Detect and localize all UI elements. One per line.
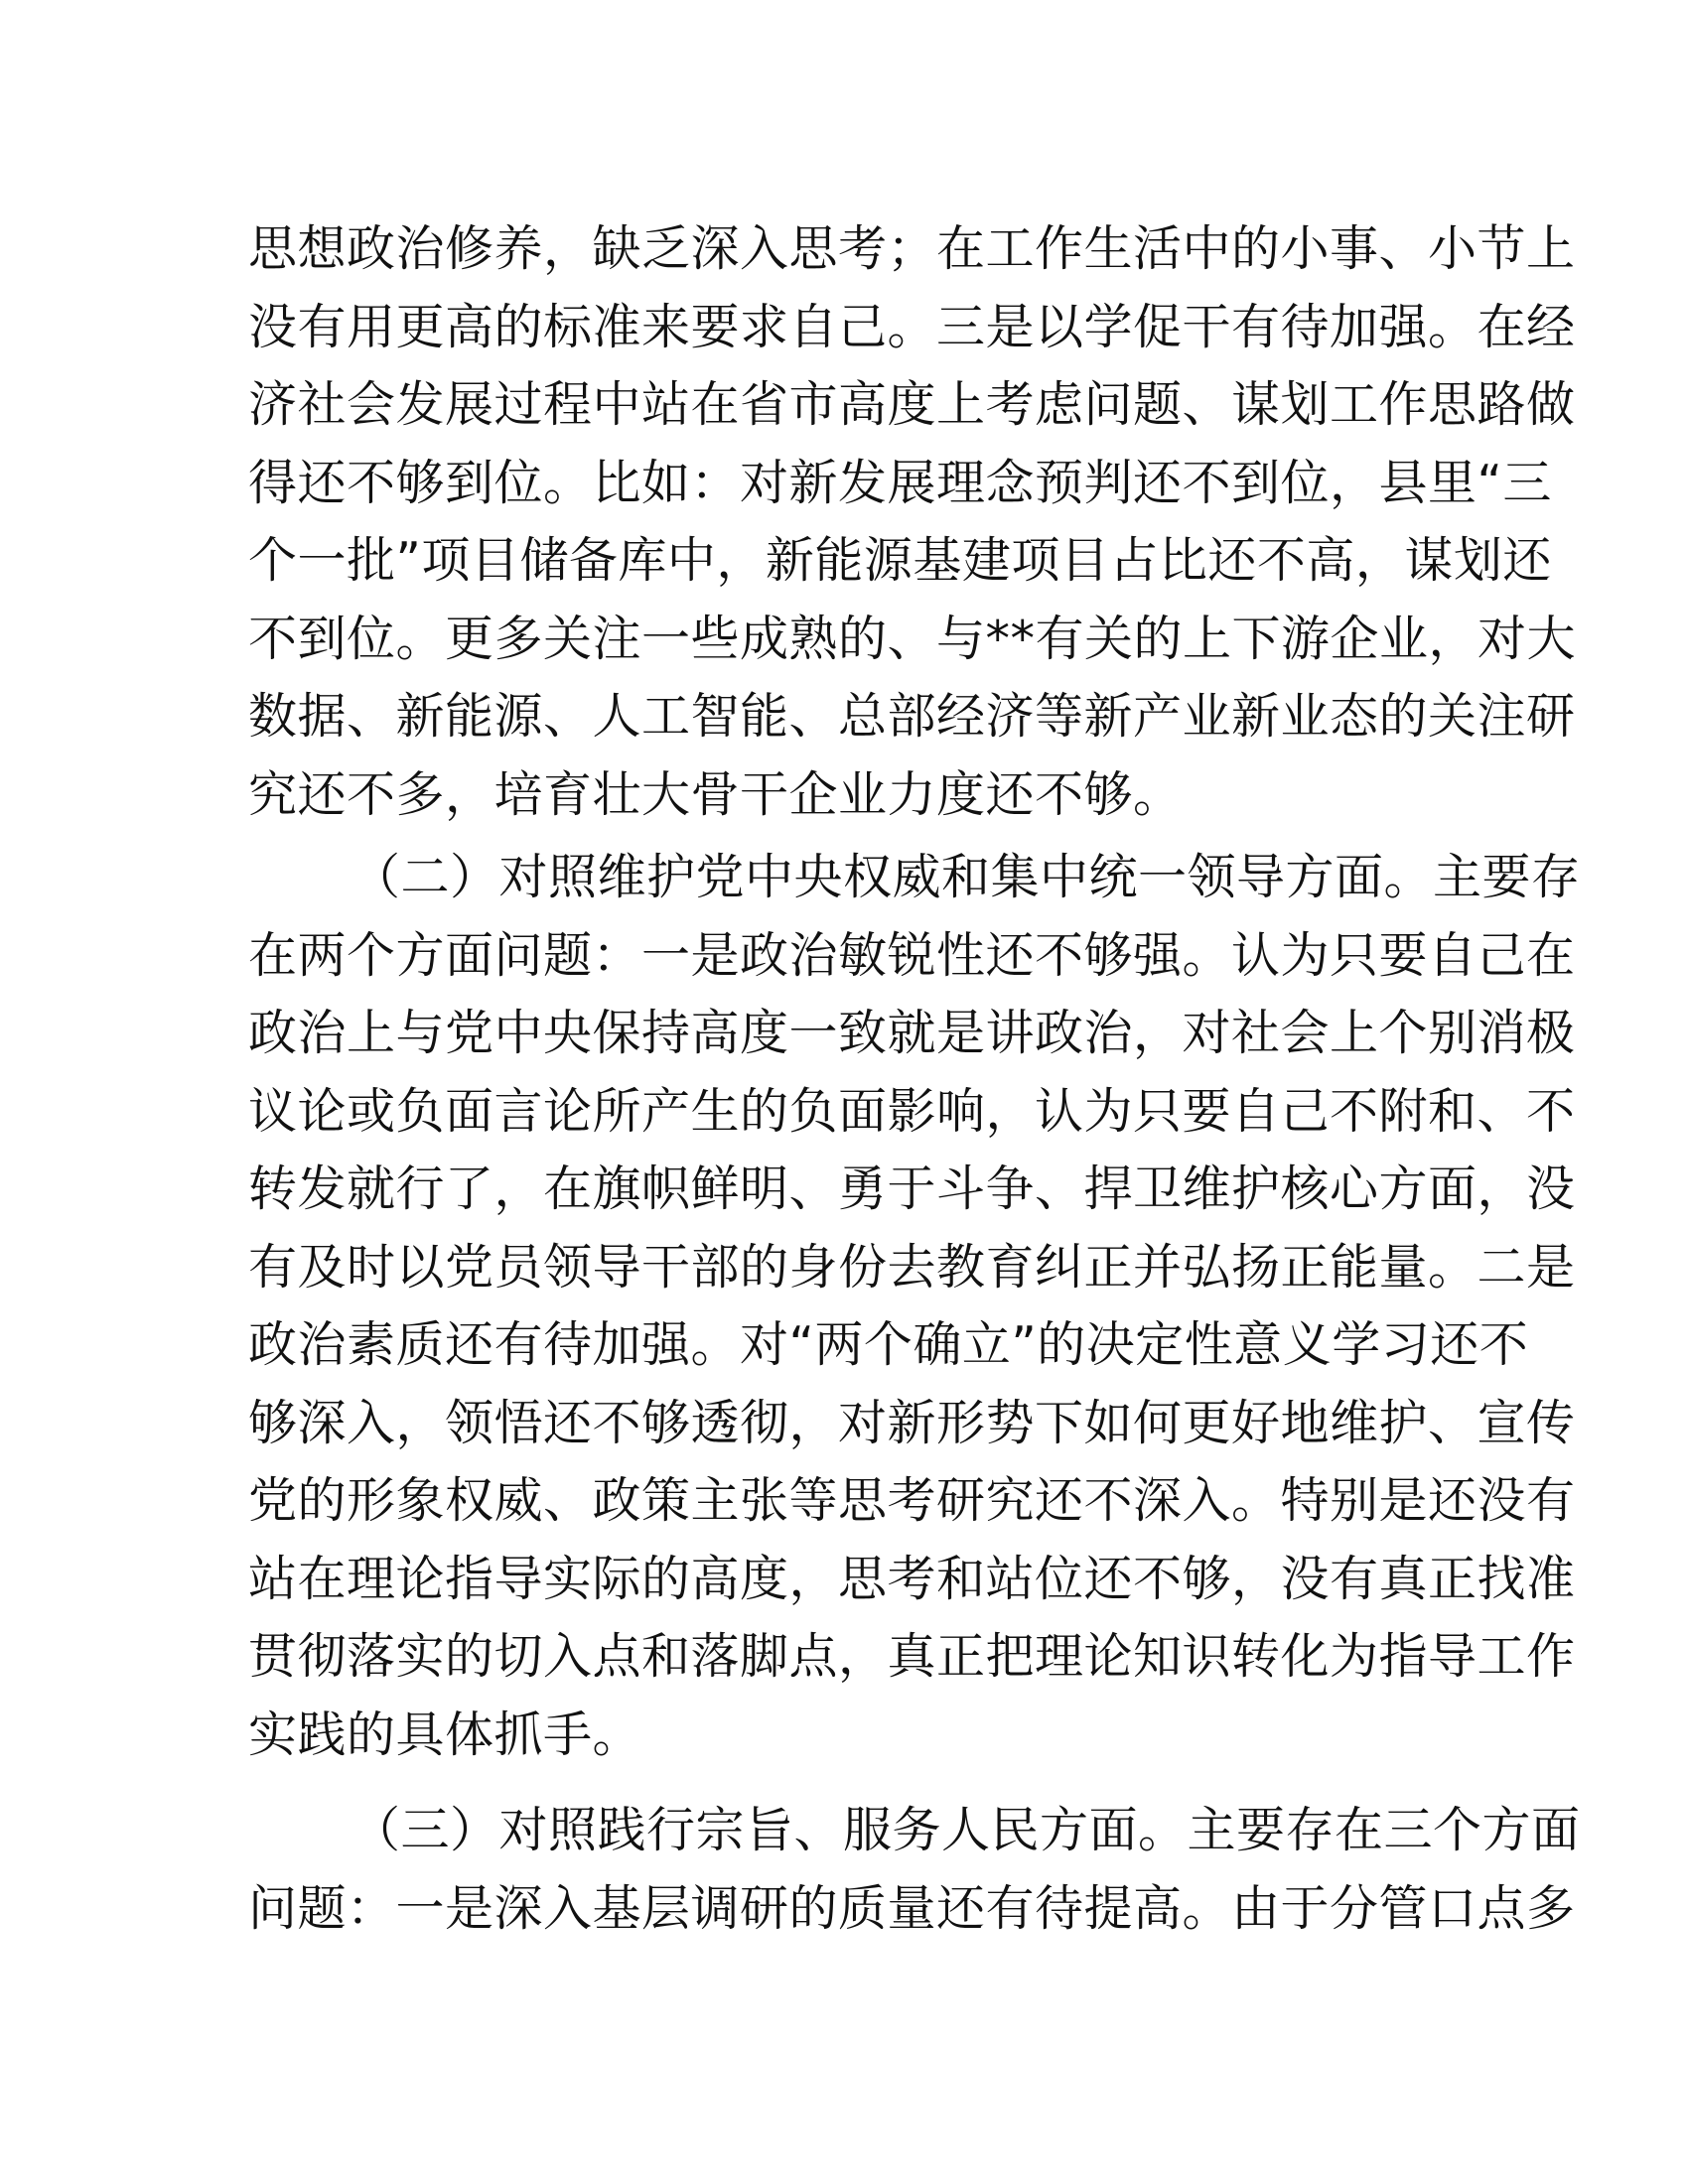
text-line: 实践的具体抓手。	[248, 1706, 642, 1763]
text-line: 没有用更高的标准来要求自己。三是以学促干有待加强。在经	[248, 298, 1576, 355]
text-line: 济社会发展过程中站在省市高度上考虑问题、谋划工作思路做	[248, 376, 1576, 433]
text-line: 个一批”项目储备库中，新能源基建项目占比还不高，谋划还	[248, 532, 1552, 589]
text-line: 问题：一是深入基层调研的质量还有待提高。由于分管口点多	[248, 1879, 1576, 1937]
text-line: 政治素质还有待加强。对“两个确立”的决定性意义学习还不	[248, 1316, 1529, 1373]
paragraph-section-two	[248, 839, 1581, 1774]
text-line: 有及时以党员领导干部的身份去教育纠正并弘扬正能量。二是	[248, 1238, 1576, 1296]
text-line: 在两个方面问题：一是政治敏锐性还不够强。认为只要自己在	[248, 926, 1576, 984]
text-line: 够深入，领悟还不够透彻，对新形势下如何更好地维护、宣传	[248, 1394, 1576, 1451]
text-line-first: （二）对照维护党中央权威和集中统一领导方面。主要存	[352, 849, 1581, 905]
text-line: 贯彻落实的切入点和落脚点，真正把理论知识转化为指导工作	[248, 1628, 1576, 1685]
paragraph-section-three	[248, 1792, 1581, 1948]
text-line: 政治上与党中央保持高度一致就是讲政治，对社会上个别消极	[248, 1005, 1576, 1061]
text-line: 党的形象权威、政策主张等思考研究还不深入。特别是还没有	[248, 1472, 1576, 1529]
paragraph-continuation	[248, 210, 1577, 834]
text-line: 转发就行了，在旗帜鲜明、勇于斗争、捍卫维护核心方面，没	[248, 1160, 1576, 1217]
text-line: 数据、新能源、人工智能、总部经济等新产业新业态的关注研	[248, 688, 1576, 745]
text-line: 得还不够到位。比如：对新发展理念预判还不到位，县里“三	[248, 454, 1552, 511]
text-line: 不到位。更多关注一些成熟的、与**有关的上下游企业，对大	[248, 610, 1577, 667]
text-line: 站在理论指导实际的高度，思考和站位还不够，没有真正找准	[248, 1550, 1576, 1607]
text-line: 思想政治修养，缺乏深入思考；在工作生活中的小事、小节上	[248, 220, 1576, 277]
text-line: 议论或负面言论所产生的负面影响，认为只要自己不附和、不	[248, 1082, 1576, 1140]
text-line: 究还不多，培育壮大骨干企业力度还不够。	[248, 765, 1183, 823]
text-line-first: （三）对照践行宗旨、服务人民方面。主要存在三个方面	[352, 1802, 1581, 1858]
